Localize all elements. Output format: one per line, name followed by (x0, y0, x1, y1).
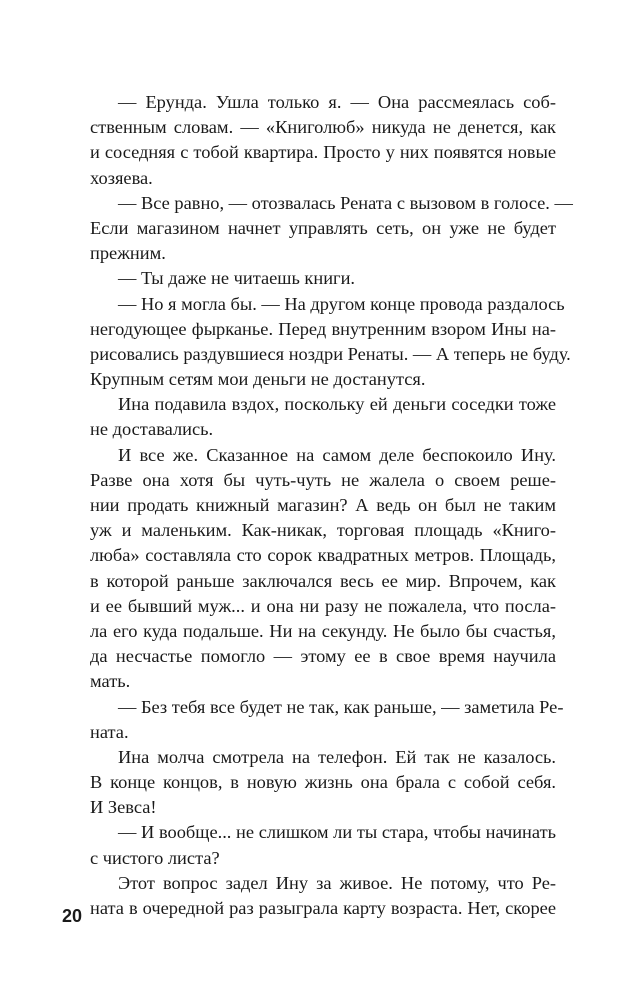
text-line: Ина подавила вздох, поскольку ей деньги соседки тоже (118, 394, 556, 415)
body-text (90, 90, 573, 921)
text-line: нии продать книжный магазин? А ведь он был не таким (90, 495, 556, 515)
text-line: уж и маленьким. Как-никак, торговая площадь «Книго- (90, 520, 556, 541)
text-line: ната в очередной раз разыграла карту возраста. Нет, скорее (90, 898, 556, 918)
text-line: — Но я могла бы. — На другом конце провода раздалось (118, 293, 565, 314)
text-line: Крупным сетям мои деньги не достанутся. (90, 369, 426, 390)
text-line: негодующее фырканье. Перед внутренним взором Ины на- (90, 318, 556, 339)
text-line: рисовались раздувшиеся ноздри Ренаты. — А теперь не буду. (90, 343, 571, 364)
text-line: и ее бывший муж... и она ни разу не пожалела, что посла- (90, 595, 556, 616)
text-line: люба» составляла сто сорок квадратных метров. Площадь, (90, 545, 556, 566)
text-line: ственным словам. — «Книголюб» никуда не денется, как (90, 117, 556, 138)
text-line: И все же. Сказанное на самом деле беспокоило Ину. (118, 444, 556, 465)
text-line: мать. (90, 671, 131, 692)
text-line: — Все равно, — отозвалась Рената с вызовом в голосе. — (118, 192, 573, 213)
text-line: ната. (90, 721, 129, 742)
text-line: да несчастье помогло — этому ее в свое время научила (90, 646, 556, 667)
text-line: ла его куда подальше. Ни на секунду. Не было бы счастья, (90, 620, 556, 641)
page-number: 20 (62, 906, 83, 926)
text-line: не доставались. (90, 419, 214, 440)
text-line: в которой раньше заключался весь ее мир. Впрочем, как (90, 570, 556, 591)
text-line: Ина молча смотрела на телефон. Ей так не казалось. (118, 746, 556, 767)
text-line: с чистого листа? (90, 847, 220, 868)
text-line: В конце концов, в новую жизнь она брала с собой себя. (90, 772, 556, 793)
text-line: и соседняя с тобой квартира. Просто у них появятся новые (90, 142, 556, 163)
text-line: Разве она хотя бы чуть-чуть не жалела о своем реше- (90, 469, 556, 490)
text-line: — И вообще... не слишком ли ты стара, чтобы начинать (118, 822, 556, 843)
text-line: И Зевса! (90, 797, 157, 818)
text-line: прежним. (90, 243, 166, 264)
text-line: — Без тебя все будет не так, как раньше, — заметила Ре- (118, 696, 564, 717)
text-line: — Ты даже не читаешь книги. (118, 268, 356, 289)
text-line: — Ерунда. Ушла только я. — Она рассмеялась соб- (118, 92, 556, 112)
text-line: Если магазином начнет управлять сеть, он уже не будет (90, 217, 556, 238)
text-line: хозяева. (90, 167, 153, 188)
text-line: Этот вопрос задел Ину за живое. Не потому, что Ре- (118, 872, 556, 893)
